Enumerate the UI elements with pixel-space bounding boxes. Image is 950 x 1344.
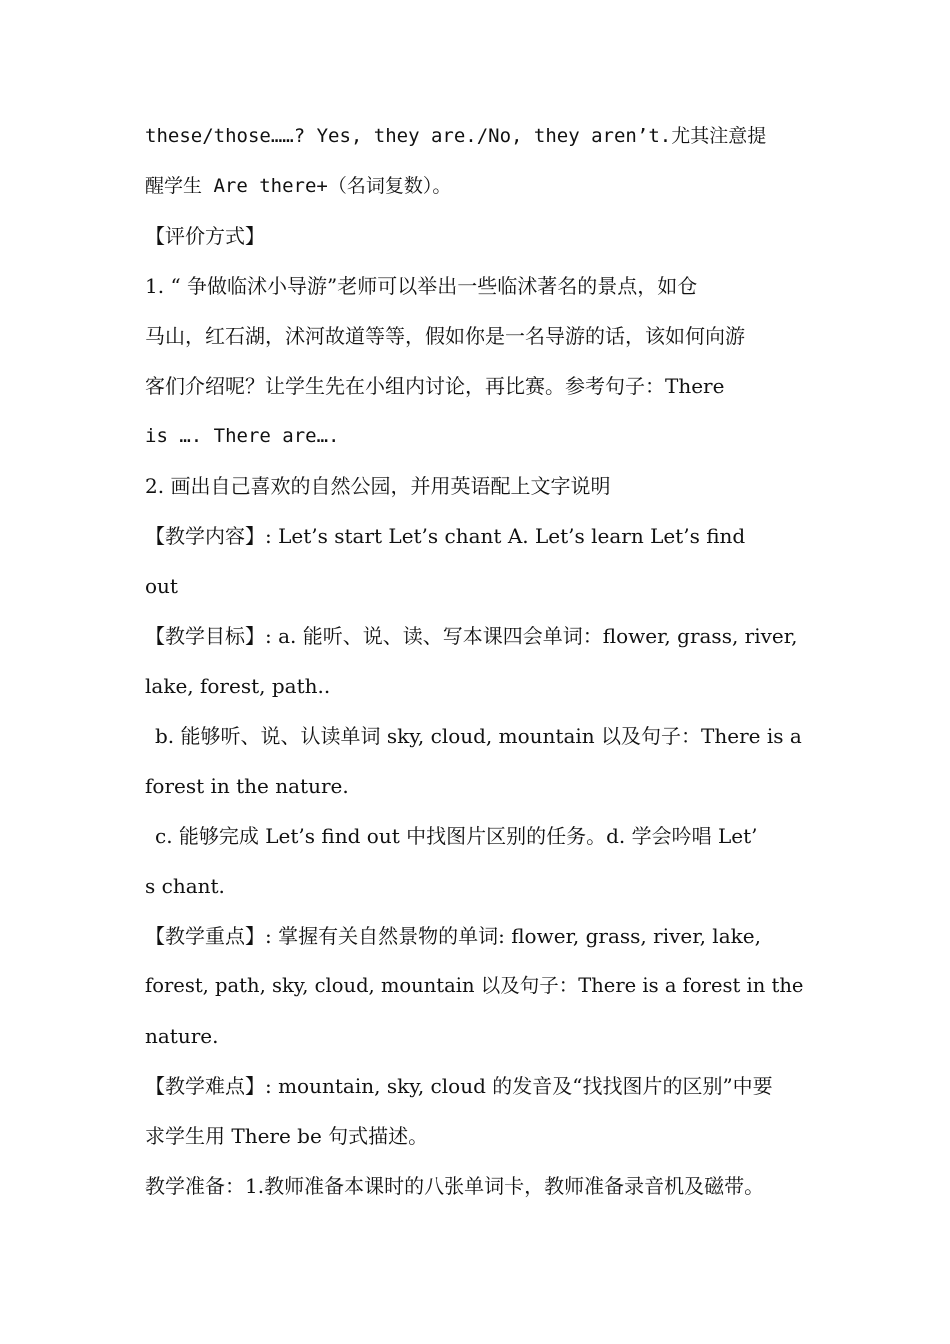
- section-heading-evaluation: 【评价方式】: [145, 224, 265, 248]
- text-line-2: 醒学生 Are there+（名词复数）。: [145, 175, 452, 197]
- teaching-difficulties: 【教学难点】: mountain, sky, cloud 的发音及“找找图片的区别”中要: [145, 1074, 773, 1098]
- text-line-10: out: [145, 574, 178, 598]
- text-line-21: 求学生用 There be 句式描述。: [145, 1124, 429, 1148]
- text-line-4: 1. “ 争做临沭小导游”老师可以举出一些临沭著名的景点，如仓: [145, 274, 698, 298]
- teaching-preparation: 教学准备：1.教师准备本课时的八张单词卡，教师准备录音机及磁带。: [145, 1174, 765, 1198]
- text-line-12: lake, forest, path..: [145, 674, 331, 698]
- text-line-5: 马山，红石湖，沭河故道等等，假如你是一名导游的话，该如何向游: [145, 324, 745, 348]
- teaching-content: 【教学内容】: Let’s start Let’s chant A. Let’s learn Let’s find: [145, 524, 746, 548]
- objective-c-d: c. 能够完成 Let’s find out 中找图片区别的任务。d. 学会吟唱 Let’: [155, 824, 758, 848]
- text-line-8: 2. 画出自己喜欢的自然公园，并用英语配上文字说明: [145, 474, 611, 498]
- text-line-19: nature.: [145, 1024, 219, 1048]
- text-line-16: s chant.: [145, 874, 225, 898]
- teaching-objectives: 【教学目标】: a. 能听、说、读、写本课四会单词：flower, grass, river,: [145, 624, 798, 648]
- text-line-14: forest in the nature.: [145, 774, 349, 798]
- teaching-key-points: 【教学重点】: 掌握有关自然景物的单词: flower, grass, river, lake,: [145, 924, 761, 948]
- text-line-1: these/those……? Yes, they are./No, they aren’t.尤其注意提: [145, 125, 767, 147]
- text-line-18: forest, path, sky, cloud, mountain 以及句子：There is a forest in the: [145, 974, 804, 997]
- text-line-6: 客们介绍呢？让学生先在小组内讨论，再比赛。参考句子：There: [145, 374, 725, 398]
- text-line-7: is …. There are….: [145, 425, 340, 447]
- objective-b: b. 能够听、说、认读单词 sky, cloud, mountain 以及句子：There is a: [155, 724, 802, 748]
